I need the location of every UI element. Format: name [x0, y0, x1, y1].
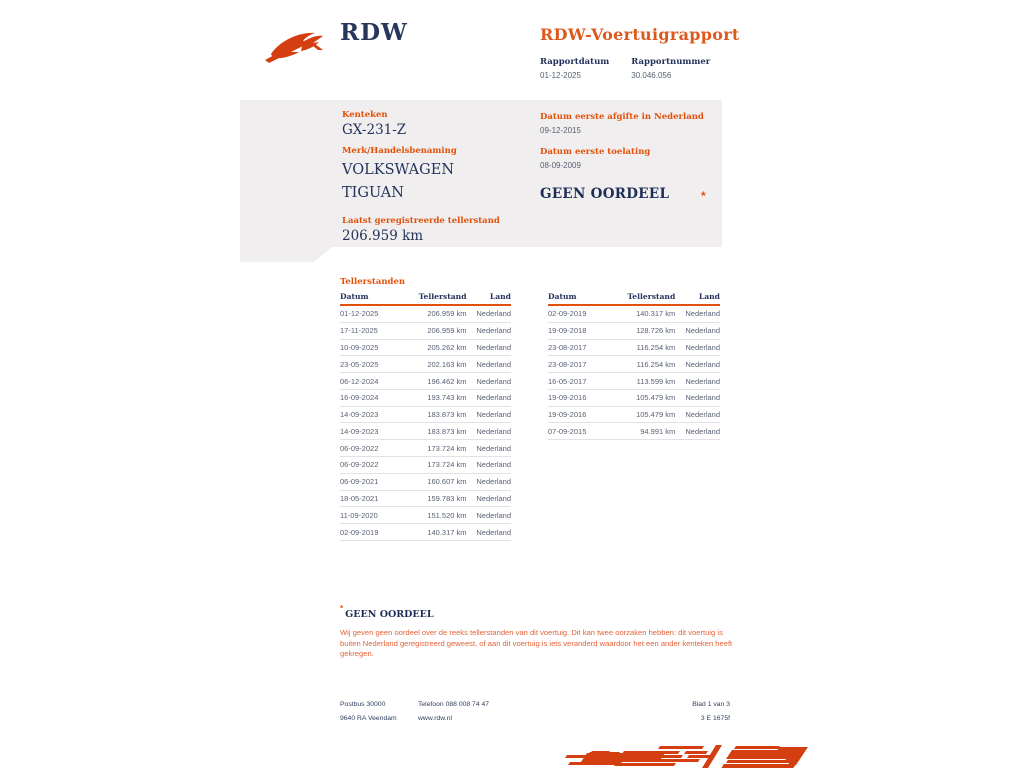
table-cell: 151.520 km	[408, 507, 466, 524]
merk-value	[342, 159, 532, 205]
table-cell: 140.317 km	[617, 305, 675, 322]
page-footer	[340, 701, 730, 722]
footer-line-1	[340, 701, 730, 708]
oordeel-asterisk: *	[701, 189, 706, 203]
footnote-title: GEEN OORDEEL	[345, 609, 434, 620]
table-cell: Nederland	[467, 423, 511, 440]
table-cell: Nederland	[675, 373, 720, 390]
table-cell: 06-12-2024	[340, 373, 408, 390]
footer-phone: Telefoon 088 008 74 47	[418, 701, 490, 708]
table-cell: 116.254 km	[617, 339, 675, 356]
table-cell: Nederland	[675, 322, 720, 339]
table-cell: Nederland	[675, 423, 720, 440]
table-cell: Nederland	[467, 457, 511, 474]
table-row	[340, 507, 511, 524]
table-cell: 07-09-2015	[548, 423, 617, 440]
table-row	[340, 423, 511, 440]
table-cell: Nederland	[467, 373, 511, 390]
rdw-speed-stripes-graphic	[540, 738, 810, 768]
kenteken-value: GX-231-Z	[342, 122, 407, 138]
table-cell: 02-09-2019	[548, 305, 617, 322]
table-cell: 14-09-2023	[340, 423, 408, 440]
merk-label: Merk/Handelsbenaming	[342, 146, 457, 156]
table-row	[340, 490, 511, 507]
table-cell: 205.262 km	[408, 339, 466, 356]
merk-line1: VOLKSWAGEN	[342, 162, 455, 178]
table-cell: 06-09-2021	[340, 473, 408, 490]
table-cell: 116.254 km	[617, 356, 675, 373]
column-header-land: Land	[675, 290, 720, 305]
table-cell: 06-09-2022	[340, 440, 408, 457]
tellerstand-label: Laatst geregistreerde tellerstand	[342, 216, 500, 226]
eerste-afgifte-label: Datum eerste afgifte in Nederland	[540, 112, 704, 122]
column-header-tellerstand: Tellerstand	[617, 290, 675, 305]
table-cell: Nederland	[675, 339, 720, 356]
table-cell: 94.991 km	[617, 423, 675, 440]
eerste-toelating-label: Datum eerste toelating	[540, 147, 651, 157]
report-date-value: 01-12-2025	[540, 71, 581, 80]
table-row	[548, 322, 720, 339]
table-row	[548, 406, 720, 423]
table-cell: 19-09-2018	[548, 322, 617, 339]
table-cell: 01-12-2025	[340, 305, 408, 322]
table-cell: 17-11-2025	[340, 322, 408, 339]
footer-line-2	[340, 715, 730, 722]
report-number-value: 30.046.056	[631, 71, 672, 80]
footnote-text: Wij geven geen oordeel over de reeks tellerstanden van dit voertuig. Dit kan twee oorzaken hebben: dit voertuig is buiten Nederland geregistreerd geweest, of aan dit voertuig is iets veranderd waardoor het een ander kenteken heeft gekregen.	[340, 628, 733, 658]
merk-line2: TIGUAN	[342, 185, 404, 201]
table-cell: Nederland	[467, 473, 511, 490]
table-cell: Nederland	[467, 524, 511, 541]
footnote-title-row	[340, 604, 738, 622]
table-cell: 202.163 km	[408, 356, 466, 373]
table-cell: Nederland	[467, 305, 511, 322]
summary-right-column	[540, 112, 715, 202]
footer-form-code: 3 E 1675f	[700, 715, 730, 722]
table-cell: 206.959 km	[408, 305, 466, 322]
table-cell: Nederland	[467, 389, 511, 406]
table-cell: Nederland	[467, 406, 511, 423]
table-cell: 113.599 km	[617, 373, 675, 390]
table-header-row	[340, 290, 511, 305]
column-header-tellerstand: Tellerstand	[408, 290, 466, 305]
footer-page-number: Blad 1 van 3	[692, 701, 730, 708]
table-cell: 11-09-2020	[340, 507, 408, 524]
report-meta	[540, 57, 710, 80]
table-cell: 19-09-2016	[548, 389, 617, 406]
table-row	[340, 356, 511, 373]
summary-left-column	[342, 110, 532, 244]
table-cell: 196.462 km	[408, 373, 466, 390]
rdw-wordmark: RDW	[340, 19, 408, 46]
table-row	[340, 373, 511, 390]
footer-address-line2: 9640 RA Veendam	[340, 715, 397, 722]
eerste-toelating-value: 08-09-2009	[540, 161, 581, 170]
tellerstanden-table-right	[548, 290, 720, 440]
table-cell: 19-09-2016	[548, 406, 617, 423]
footer-website[interactable]: www.rdw.nl	[418, 715, 452, 722]
column-header-datum: Datum	[548, 290, 617, 305]
table-row	[340, 406, 511, 423]
table-cell: 10-09-2025	[340, 339, 408, 356]
rdw-bird-logo-icon	[257, 26, 335, 68]
table-row	[340, 389, 511, 406]
tellerstanden-table-left	[340, 290, 511, 541]
table-row	[340, 440, 511, 457]
table-cell: 14-09-2023	[340, 406, 408, 423]
tellerstanden-heading: Tellerstanden	[340, 277, 406, 287]
table-row	[340, 457, 511, 474]
oordeel-status: GEEN OORDEEL	[540, 186, 670, 202]
table-cell: 105.479 km	[617, 406, 675, 423]
table-row	[548, 373, 720, 390]
table-cell: Nederland	[467, 339, 511, 356]
table-cell: 173.724 km	[408, 457, 466, 474]
table-cell: Nederland	[675, 305, 720, 322]
table-row	[548, 389, 720, 406]
table-cell: Nederland	[467, 507, 511, 524]
report-number-label: Rapportnummer	[631, 57, 711, 67]
table-cell: 18-05-2021	[340, 490, 408, 507]
table-cell: Nederland	[467, 356, 511, 373]
table-cell: 159.783 km	[408, 490, 466, 507]
table-row	[340, 305, 511, 322]
table-cell: 06-09-2022	[340, 457, 408, 474]
table-cell: 183.873 km	[408, 423, 466, 440]
report-date-group	[540, 57, 609, 80]
table-cell: 02-09-2019	[340, 524, 408, 541]
table-cell: 173.724 km	[408, 440, 466, 457]
table-cell: 23-08-2017	[548, 356, 617, 373]
eerste-afgifte-value: 09-12-2015	[540, 126, 581, 135]
table-cell: 183.873 km	[408, 406, 466, 423]
kenteken-label: Kenteken	[342, 110, 388, 120]
table-cell: 23-05-2025	[340, 356, 408, 373]
table-cell: 193.743 km	[408, 389, 466, 406]
table-cell: Nederland	[675, 356, 720, 373]
table-row	[340, 524, 511, 541]
table-row	[548, 305, 720, 322]
table-row	[340, 473, 511, 490]
table-row	[548, 423, 720, 440]
table-cell: 128.726 km	[617, 322, 675, 339]
table-header-row	[548, 290, 720, 305]
table-row	[548, 339, 720, 356]
table-cell: Nederland	[467, 490, 511, 507]
vehicle-summary-box-tail	[240, 247, 332, 262]
table-cell: Nederland	[675, 406, 720, 423]
table-cell: 206.959 km	[408, 322, 466, 339]
tellerstand-value: 206.959 km	[342, 228, 424, 244]
report-number-group	[631, 57, 710, 80]
footer-address-line1: Postbus 30000	[340, 701, 386, 708]
footnote-section	[340, 604, 738, 660]
table-row	[340, 339, 511, 356]
footnote-asterisk: *	[340, 604, 344, 613]
table-cell: 23-08-2017	[548, 339, 617, 356]
table-cell: 160.607 km	[408, 473, 466, 490]
report-date-label: Rapportdatum	[540, 57, 610, 67]
table-cell: Nederland	[467, 440, 511, 457]
table-cell: 140.317 km	[408, 524, 466, 541]
table-cell: 16-09-2024	[340, 389, 408, 406]
table-cell: Nederland	[467, 322, 511, 339]
page-title: RDW-Voertuigrapport	[540, 25, 740, 44]
table-row	[340, 322, 511, 339]
table-cell: 16-05-2017	[548, 373, 617, 390]
column-header-land: Land	[467, 290, 511, 305]
column-header-datum: Datum	[340, 290, 408, 305]
table-cell: Nederland	[675, 389, 720, 406]
table-cell: 105.479 km	[617, 389, 675, 406]
table-row	[548, 356, 720, 373]
